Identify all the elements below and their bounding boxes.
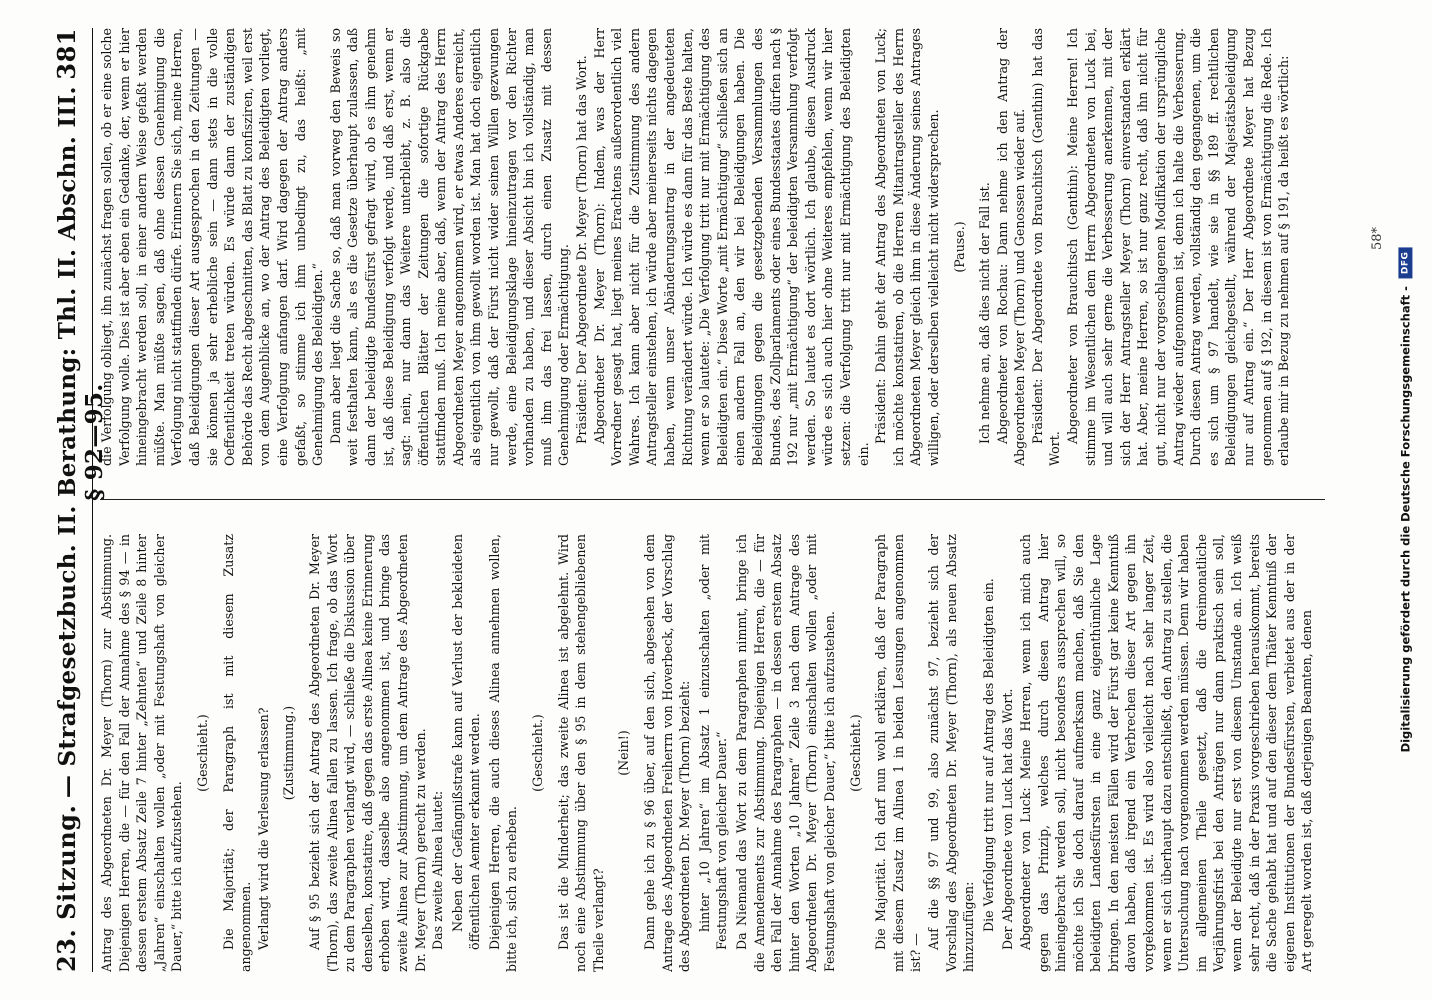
stage-direction: (Nein!) [616,730,632,776]
paragraph: Dann aber liegt die Sache so, daß man vorweg den Beweis so weit festhalten kann, als es die Gesetze überhaupt zulassen, daß dann der beleidigte Bundesfürst gefragt wird, ob es ihm genehm ist, daß diese Beleidigung verfolgt werde, und daß erst, wenn er sagt: nein, nur dann das Weitere unterbleibt, z. B. also die öffentlichen Blätter der Zeitungen die sofortige Rückgabe stattfinden muß. Ich meine aber, daß, wenn der Antrag des Herrn Abgeordneten Meyer angenommen wird, er etwas Anderes erreicht, als eigentlich von ihm gewollt worden ist. Man hat doch eigentlich nur gewollt, daß der Fürst nicht wider seinen Willen gezwungen werde, eine Beleidigungsklage hineinzutragen vor den Richter vorhanden zu haben, und dieser Absicht bin ich vollständig, man muß ihm das frei lassen, durch einen Zusatz mit dessen Genehmigung oder Ermächtigung. [327,28,572,466]
dfg-stamp-text: Digitalisierung gefördert durch die Deutsche Forschungsgemeinschaft - [1398,286,1413,753]
paragraph: die Verfolgung obliegt, ihn zunächst fragen sollen, ob er eine solche Verfolgung wolle. Dies ist aber eben ein Gedanke, der, wenn er hier hineingebracht werden soll, in einer andern Weise gefaßt werden müßte. Man müßte sagen, daß ohne dessen Genehmigung die Verfolgung nicht stattfinden dürfe. Erinnern Sie sich, meine Herren, daß Beleidigungen dieser Art ausgesprochen in den Zeitungen — sie können ja sehr erhebliche sein — dann stets in die volle Oeffentlichkeit treten würden. Es würde dann der zuständigen Behörde das Recht abgeschnitten, das Blatt zu konfisziren, weil erst von dem Augenblicke an, wo der Antrag des Beleidigten vorliegt, eine Verfolgung anfangen darf. Wird dagegen der Antrag anders gefaßt, so stimme ich ihm unbedingt zu, das heißt: „mit Genehmigung des Beleidigten.“ [99,28,326,466]
right-column [98,28,1348,466]
paragraph: Dann gehe ich zu § 96 über, auf den sich, abgesehen von dem Antrage des Abgeordneten Freiherrn von Hoverbeck, der Vorschlag des Abgeordneten Dr. Meyer (Thorn) bezieht: [642,534,693,972]
paragraph: Das zweite Alinea lautet: [430,790,446,950]
stage-direction: (Zustimmung.) [281,705,297,801]
paragraph: Auf die §§ 97 und 99, also zunächst 97, bezieht sich der Vorschlag des Abgeordneten Dr. Meyer (Thorn), als neuen Absatz hinzuzufügen: [925,534,977,972]
quoted-motion: hinter „10 Jahren“ im Absatz 1 einzuschalten „oder mit Festungshaft von gleicher Dauer.“ [696,534,730,950]
running-header [52,28,108,972]
stage-direction: (Geschieht.) [194,714,210,792]
dfg-stamp [1388,0,1422,1000]
paragraph: Diejenigen Herren, die auch dieses Alinea annehmen wollen, bitte ich, sich zu erheben. [486,534,520,972]
quoted-motion: Neben der Gefängnißstrafe kann auf Verlust der bekleideten öffentlichen Aemter erkannt werden. [449,534,483,950]
paragraph: Der Abgeordnete von Luck hat das Wort. [1000,688,1016,950]
signature-mark: 58* [1370,226,1385,250]
paragraph: Ich nehme an, daß dies nicht der Fall ist. [977,182,993,444]
quoted-motion: Die Verfolgung tritt nur auf Antrag des Beleidigten ein. [980,578,996,932]
column-divider [100,499,1325,500]
paragraph: Abgeordneter von Rochau: Dann nehme ich den Antrag der Abgeordneten Meyer (Thorn) und Genossen wieder auf. [994,28,1028,466]
paragraph: Präsident: Dahin geht der Antrag des Abgeordneten von Luck; ich möchte konstatiren, ob die Herren Mitantragsteller des Herrn Abgeordneten Meyer gleich ihm in diese Änderung seines Antrages willigen, oder derselben vielleicht nicht widersprechen. [873,28,941,466]
stage-direction: (Pause.) [951,221,967,273]
paragraph: Verlangt wird die Verlesung erlassen? [255,707,271,950]
page-number: 381 [52,28,81,80]
paragraph: Die Majorität. Ich darf nun wohl erklären, daß der Paragraph mit diesem Zusatz im Alinea 1 in beiden Lesungen angenommen ist? — [873,534,924,972]
paragraph: Abgeordneter von Luck: Meine Herren, wenn ich mich auch gegen das Prinzip, welches durch diesen Antrag hier hineingebracht werden soll, nicht besonders aussprechen will, so möchte ich Sie doch darauf aufmerksam machen, daß Sie den beleidigten Landesfürsten in eine ganz eigenthümliche Lage bringen. In den meisten Fällen wird der Fürst gar keine Kenntniß davon haben, daß irgend ein Verbrechen dieser Art gegen ihn vorgekommen ist. Es wird also vielleicht nach sehr langer Zeit, wenn er sich überhaupt dazu entschließt, den Antrag zu stellen, die Untersuchung nach vorgenommen werden müssen. Denn wir haben im allgemeinen Theile gesetzt, daß die dreimonatliche Verjährungsfrist bei den Anträgen nur dann praktisch sein soll, wenn der Beleidigte nur erst von diesem Umstande an. Ich weiß sehr recht, daß in der Praxis vorgeschrieben herauskommt, bereits die Sache gehabt hat und auf den dieser dem Thäter Kenntniß der eigenen Institutionen der Bundesfürsten, verbietet aus der in der Art geregelt worden ist, daß derjenigen Beamten, denen [1017,534,1315,972]
paragraph: Abgeordneter von Brauchitsch (Genthin): Meine Herren! Ich stimme im Wesentlichen dem Herrn Abgeordneten von Luck bei, und will auch sehr gerne die Verbesserung anerkennen, mit der sich der Herr Antragsteller Meyer (Thorn) einverstanden erklärt hat. Aber, meine Herren, so ist nur ganz recht, daß ihn nicht für gut, nicht nur der vorgeschlagenen Modifikation der ursprüngliche Antrag wieder aufgenommen ist, denn ich halte die Verbesserung. Durch diesen Antrag werden, vollständig den gegangenen, um die es sich um § 97 handelt, wie sie in §§ 189 ff. rechtlichen Beleidigungen gleichgestellt, während der Majestätsbeleidigung nur auf Antrag ein.“ Der Herr Abgeordnete Meyer hat Bezug genommen auf § 192, in diesem ist von Ermächtigung die Rede. Ich erlaube mir in Bezug zu nehmen auf § 191, da heißt es wörtlich: [1065,28,1292,466]
stage-direction: (Geschieht.) [530,714,546,792]
paragraph: Die Majorität; der Paragraph ist mit diesem Zusatz angenommen. [220,534,254,972]
paragraph: Das ist die Minderheit; das zweite Alinea ist abgelehnt. Wird noch eine Abstimmung über den § 95 in dem stehengebliebenen Theile verlangt? [555,534,606,972]
paragraph: Abgeordneter Dr. Meyer (Thorn): Indem, was der Herr Vorredner gesagt hat, liegt meines Erachtens außerordentlich viel Wahres. Ich kann aber nicht für die Zustimmung des andern Antragsteller einstehen, ich würde aber meinerseits nichts dagegen haben, wenn unser Abänderungsantrag in der angedeuteten Richtung verändert würde. Ich würde es dann für das Beste halten, wenn er so lautete: „Die Verfolgung tritt nur mit Ermächtigung des Beleidigten ein.“ Diese Worte „mit Ermächtigung“ schließen sich an einen andern Fall an, den wir bei Beleidigungen haben. Die Beleidigungen gegen die gesetzgebenden Versammlungen des Bundes, des Zollparlaments oder eines Bundesstaates dürfen nach § 192 nur „mit Ermächtigung“ der beleidigten Versammlung verfolgt werden. So lautet es dort wörtlich. Ich glaube, diesen Ausdruck würde es sich auch hier ohne Weiteres empfehlen, wenn wir hier setzen: die Verfolgung tritt nur mit Ermächtigung des Beleidigten ein. [591,28,871,466]
dfg-logo-icon: DFG [1398,248,1412,279]
stage-direction: (Geschieht.) [847,714,863,792]
paragraph: Auf § 95 bezieht sich der Antrag des Abgeordneten Dr. Meyer (Thorn), das zweite Alinea fallen zu lassen. Ich frage, ob das Wort zu dem Paragraphen verlangt wird, — schließe die Diskussion über denselben, konstatire, daß gegen das erste Alinea keine Erinnerung erhoben wird, dasselbe also angenommen ist, und bringe das zweite Alinea zur Abstimmung, um dem Antrage des Abgeordneten Dr. Meyer (Thorn) gerecht zu werden. [306,534,428,972]
paragraph: Präsident: Der Abgeordnete von Brauchitsch (Genthin) hat das Wort. [1029,28,1063,466]
paragraph: Da Niemand das Wort zu dem Paragraphen nimmt, bringe ich die Amendements zur Abstimmung. Diejenigen Herren, die — für den Fall der Annahme des Paragraphen — in dessen erstem Absatz hinter den Worten „10 Jahren“ Zeile 3 nach dem Antrage des Abgeordneten Dr. Meyer (Thorn) einschalten wollen „oder mit Festungshaft von gleicher Dauer,“ bitte ich aufzustehen. [734,534,837,972]
left-column [98,534,1348,972]
header-title: — Strafgesetzbuch. II. Berathung: Thl. II. Abschn. III. § 92—95. [54,86,108,799]
paragraph: Präsident: Der Abgeordnete Dr. Meyer (Thorn) hat das Wort. [574,55,590,444]
paragraph: Antrag des Abgeordneten Dr. Meyer (Thorn) zur Abstimmung. Diejenigen Herren, die — für den Fall der Annahme des § 94 — in dessen erstem Absatz Zeile 7 hinter „Zehnten“ und Zeile 8 hinter „Jahren“ einschalten wollen „oder mit Festungshaft von gleicher Dauer,“ bitte ich aufzustehen. [99,534,185,972]
session-label: 23. Sitzung. [52,804,81,972]
